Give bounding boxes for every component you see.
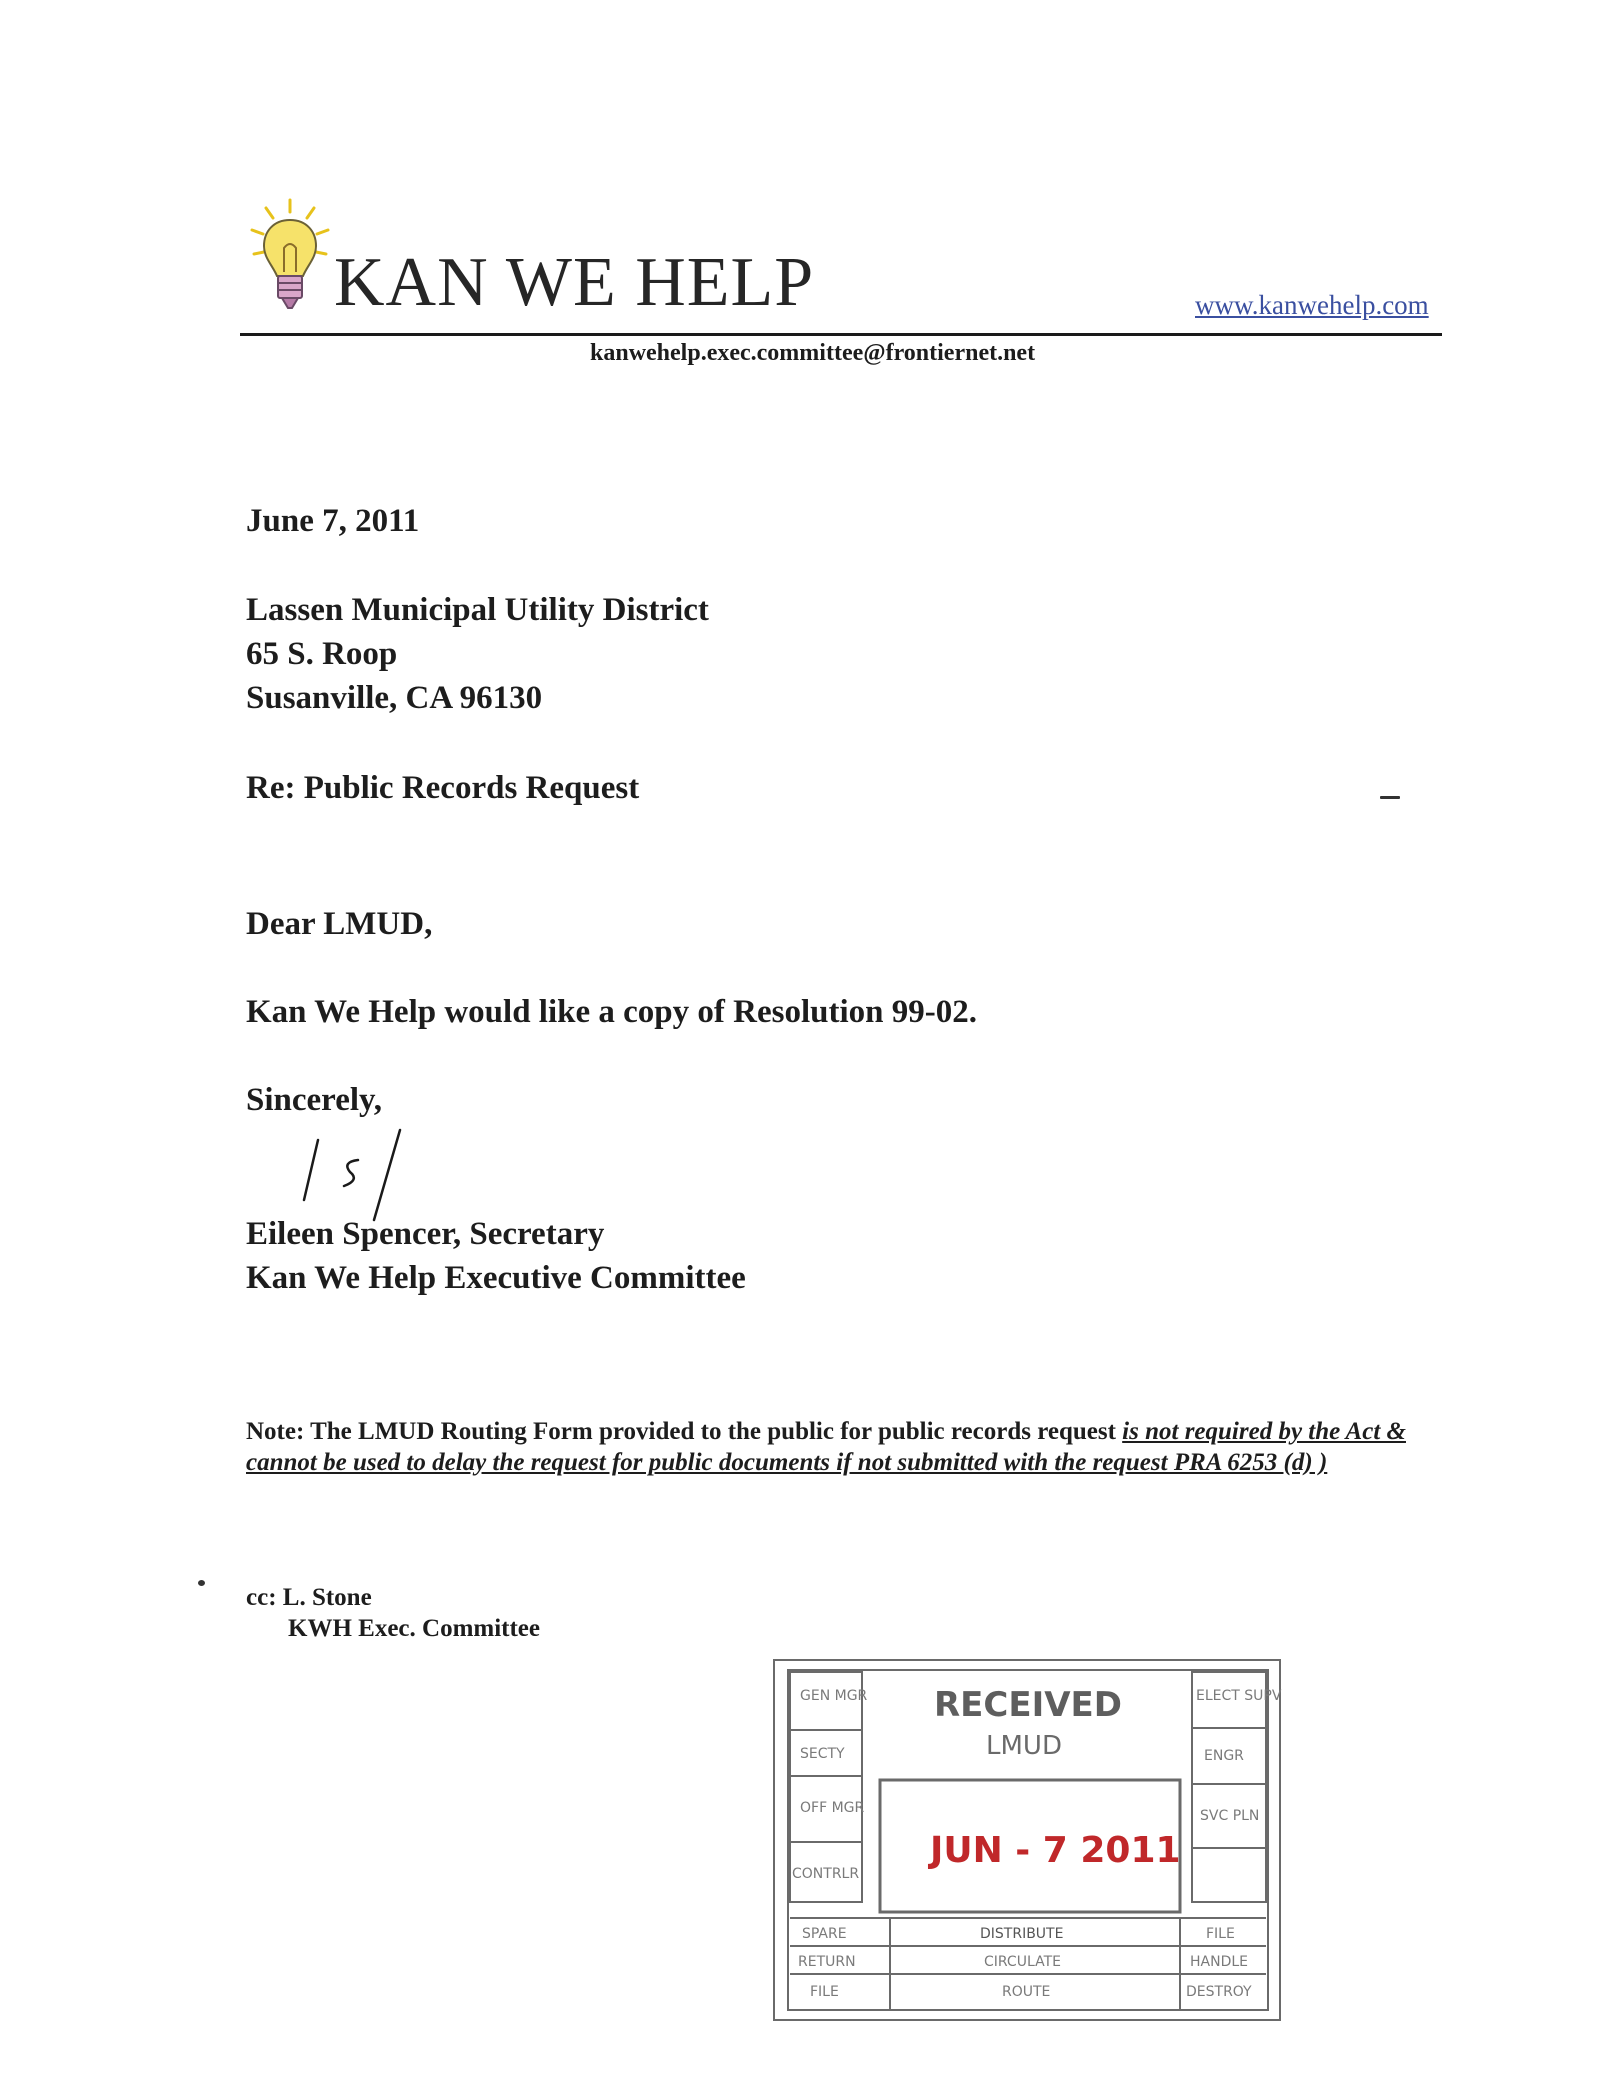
- recipient-line: Lassen Municipal Utility District: [246, 592, 709, 628]
- stamp-org: LMUD: [986, 1731, 1062, 1761]
- stamp-box-label: DESTROY: [1186, 1984, 1252, 2000]
- note-emphasis: is not required by the Act & cannot be used to delay the request for public documents if not submitted with the request PRA 6253 (d) ): [246, 1418, 1406, 1476]
- signer-block: [246, 1212, 746, 1300]
- stamp-box-label: SPARE: [802, 1926, 847, 1942]
- stamp-box-label: ELECT SUPV: [1196, 1688, 1282, 1704]
- stamp-box-label: ROUTE: [1002, 1984, 1051, 2000]
- stamp-box-label: ENGR: [1204, 1748, 1244, 1764]
- scan-speck: [1380, 796, 1400, 799]
- organization-name: KAN WE HELP: [334, 244, 815, 321]
- routing-form-note: [246, 1416, 1426, 1478]
- scan-speck: [198, 1580, 205, 1586]
- stamp-box-label: GEN MGR: [800, 1688, 868, 1704]
- signer-name: Eileen Spencer, Secretary: [246, 1216, 605, 1252]
- signer-org: Kan We Help Executive Committee: [246, 1260, 746, 1296]
- stamp-box-label: CIRCULATE: [984, 1954, 1061, 1970]
- stamp-title: RECEIVED: [934, 1685, 1122, 1725]
- stamp-box-label: FILE: [810, 1984, 839, 2000]
- stamp-box-label: SVC PLN: [1200, 1808, 1260, 1824]
- lightbulb-logo-icon: [246, 196, 338, 320]
- salutation: Dear LMUD,: [246, 906, 433, 942]
- recipient-line: Susanville, CA 96130: [246, 680, 543, 716]
- stamp-box-label: RETURN: [798, 1954, 856, 1970]
- cc-line: KWH Exec. Committee: [288, 1615, 541, 1642]
- letter-date: June 7, 2011: [246, 503, 420, 539]
- received-stamp: [770, 1656, 1286, 2030]
- subject-line: Re: Public Records Request: [246, 770, 640, 806]
- website-link[interactable]: www.kanwehelp.com: [1195, 290, 1429, 320]
- stamp-box-label: SECTY: [800, 1746, 845, 1762]
- stamp-box-label: HANDLE: [1190, 1954, 1249, 1970]
- closing: Sincerely,: [246, 1082, 382, 1118]
- cc-line: cc: L. Stone: [246, 1584, 372, 1611]
- stamp-box-label: FILE: [1206, 1926, 1235, 1942]
- stamp-box-label: DISTRIBUTE: [980, 1926, 1064, 1942]
- letterhead-divider: [240, 333, 1442, 336]
- cc-block: [246, 1582, 540, 1644]
- stamp-box-label: OFF MGR: [800, 1800, 865, 1816]
- stamp-date: JUN - 7 2011: [930, 1830, 1181, 1871]
- recipient-address: [246, 588, 709, 720]
- request-text: Kan We Help would like a copy of Resolution 99-02.: [246, 994, 977, 1030]
- note-lead: Note: The LMUD Routing Form provided to the public for public records request: [246, 1418, 1123, 1445]
- stamp-box-label: CONTRLR: [792, 1866, 860, 1882]
- contact-email: kanwehelp.exec.committee@frontiernet.net: [590, 340, 1036, 366]
- recipient-line: 65 S. Roop: [246, 636, 398, 672]
